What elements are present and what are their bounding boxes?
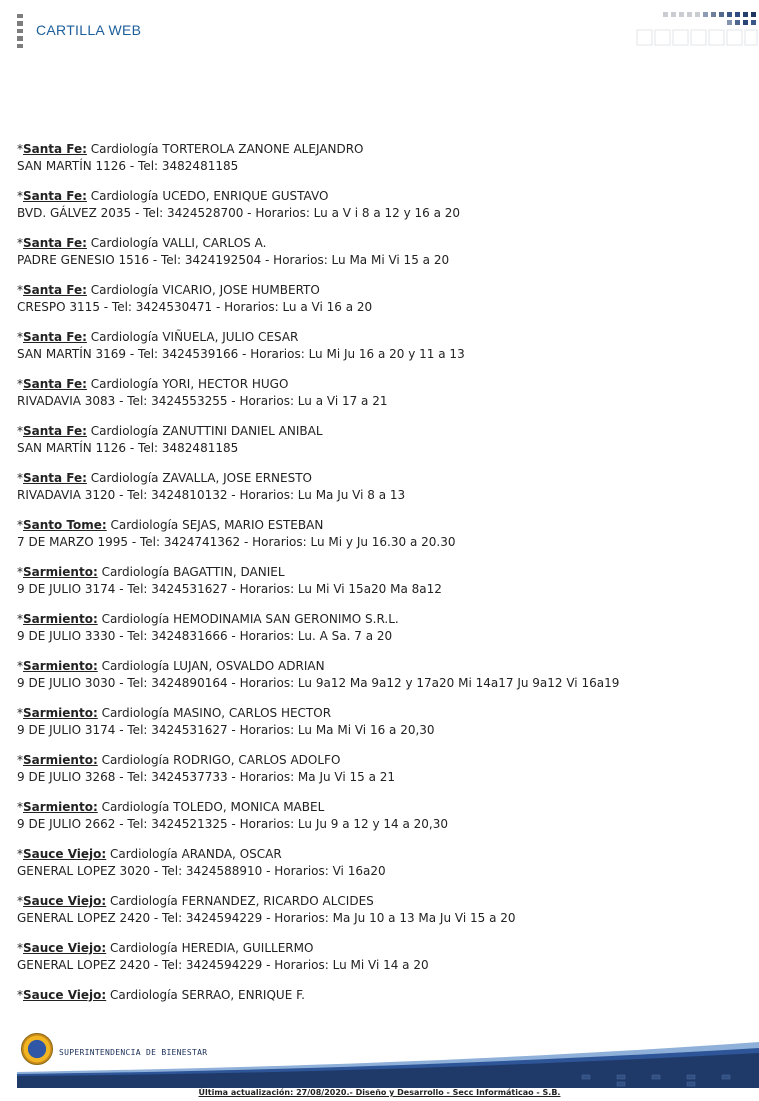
provider-name: Cardiología HEREDIA, GUILLERMO (110, 941, 314, 955)
list-item: *Sarmiento: Cardiología LUJAN, OSVALDO ADRIAN 9 DE JULIO 3030 - Tel: 3424890164 - Horarios: Lu 9a12 Ma 9a12 y 17a20 Mi 14a17 Ju 9a12 Vi 16a19 (17, 659, 620, 690)
provider-name: Cardiología TOLEDO, MONICA MABEL (101, 800, 325, 814)
list-item: *Sarmiento: Cardiología MASINO, CARLOS HECTOR 9 DE JULIO 3174 - Tel: 3424531627 - Horarios: Lu Ma Mi Vi 16 a 20,30 (17, 706, 435, 737)
location-label: Sarmiento: (23, 565, 98, 579)
location-label: Sarmiento: (23, 753, 98, 767)
list-item: *Santo Tome: Cardiología SEJAS, MARIO ESTEBAN 7 DE MARZO 1995 - Tel: 3424741362 - Horarios: Lu Mi y Ju 16.30 a 20.30 (17, 518, 456, 549)
provider-name: Cardiología ARANDA, OSCAR (110, 847, 282, 861)
location-label: Santa Fe: (23, 377, 87, 391)
provider-name: Cardiología UCEDO, ENRIQUE GUSTAVO (90, 189, 329, 203)
provider-name: Cardiología VALLI, CARLOS A. (90, 236, 267, 250)
page-title: CARTILLA WEB (36, 22, 142, 38)
provider-name: Cardiología HEMODINAMIA SAN GERONIMO S.R.L. (101, 612, 399, 626)
header-left-bar (17, 14, 23, 48)
location-label: Sauce Viejo: (23, 988, 107, 1002)
list-item: *Santa Fe: Cardiología UCEDO, ENRIQUE GUSTAVO BVD. GÁLVEZ 2035 - Tel: 3424528700 - Horarios: Lu a V i 8 a 12 y 16 a 20 (17, 189, 461, 220)
list-item: *Sarmiento: Cardiología RODRIGO, CARLOS ADOLFO 9 DE JULIO 3268 - Tel: 3424537733 - Horarios: Ma Ju Vi 15 a 21 (17, 753, 396, 784)
footer-wave-graphic (17, 1028, 759, 1088)
location-label: Santa Fe: (23, 142, 87, 156)
provider-name: Cardiología RODRIGO, CARLOS ADOLFO (101, 753, 341, 767)
provider-name: Cardiología TORTEROLA ZANONE ALEJANDRO (90, 142, 364, 156)
list-item: *Sauce Viejo: Cardiología FERNANDEZ, RICARDO ALCIDES GENERAL LOPEZ 2420 - Tel: 3424594229 - Horarios: Ma Ju 10 a 13 Ma Ju Vi 15 a 20 (17, 894, 516, 925)
provider-name: Cardiología VICARIO, JOSE HUMBERTO (90, 283, 320, 297)
footer-banner (17, 1028, 759, 1088)
provider-details: RIVADAVIA 3083 - Tel: 3424553255 - Horarios: Lu a Vi 17 a 21 (17, 394, 388, 408)
location-label: Sauce Viejo: (23, 894, 107, 908)
provider-details: 9 DE JULIO 3268 - Tel: 3424537733 - Horarios: Ma Ju Vi 15 a 21 (17, 770, 396, 784)
list-item: *Santa Fe: Cardiología YORI, HECTOR HUGO RIVADAVIA 3083 - Tel: 3424553255 - Horarios: Lu a Vi 17 a 21 (17, 377, 388, 408)
provider-details: 7 DE MARZO 1995 - Tel: 3424741362 - Horarios: Lu Mi y Ju 16.30 a 20.30 (17, 535, 456, 549)
provider-name: Cardiología YORI, HECTOR HUGO (90, 377, 289, 391)
provider-details: CRESPO 3115 - Tel: 3424530471 - Horarios: Lu a Vi 16 a 20 (17, 300, 373, 314)
provider-details: GENERAL LOPEZ 3020 - Tel: 3424588910 - Horarios: Vi 16a20 (17, 864, 386, 878)
location-label: Santo Tome: (23, 518, 107, 532)
list-item: *Sauce Viejo: Cardiología HEREDIA, GUILLERMO GENERAL LOPEZ 2420 - Tel: 3424594229 - Horarios: Lu Mi Vi 14 a 20 (17, 941, 429, 972)
provider-details: 9 DE JULIO 2662 - Tel: 3424521325 - Horarios: Lu Ju 9 a 12 y 14 a 20,30 (17, 817, 449, 831)
location-label: Santa Fe: (23, 330, 87, 344)
list-item: *Sarmiento: Cardiología HEMODINAMIA SAN GERONIMO S.R.L. 9 DE JULIO 3330 - Tel: 3424831666 - Horarios: Lu. A Sa. 7 a 20 (17, 612, 399, 643)
provider-name: Cardiología MASINO, CARLOS HECTOR (101, 706, 332, 720)
provider-details: SAN MARTÍN 1126 - Tel: 3482481185 (17, 159, 239, 173)
list-item: *Santa Fe: Cardiología ZANUTTINI DANIEL ANIBAL SAN MARTÍN 1126 - Tel: 3482481185 (17, 424, 323, 455)
provider-name: Cardiología SERRAO, ENRIQUE F. (110, 988, 305, 1002)
provider-details: GENERAL LOPEZ 2420 - Tel: 3424594229 - Horarios: Lu Mi Vi 14 a 20 (17, 958, 429, 972)
provider-name: Cardiología VIÑUELA, JULIO CESAR (90, 330, 299, 344)
provider-name: Cardiología SEJAS, MARIO ESTEBAN (110, 518, 324, 532)
provider-details: BVD. GÁLVEZ 2035 - Tel: 3424528700 - Horarios: Lu a V i 8 a 12 y 16 a 20 (17, 206, 461, 220)
list-item: *Santa Fe: Cardiología TORTEROLA ZANONE ALEJANDRO SAN MARTÍN 1126 - Tel: 3482481185 (17, 142, 364, 173)
organization-name: SUPERINTENDENCIA DE BIENESTAR (59, 1048, 208, 1057)
provider-details: 9 DE JULIO 3330 - Tel: 3424831666 - Horarios: Lu. A Sa. 7 a 20 (17, 629, 393, 643)
location-label: Sarmiento: (23, 800, 98, 814)
provider-details: SAN MARTÍN 3169 - Tel: 3424539166 - Horarios: Lu Mi Ju 16 a 20 y 11 a 13 (17, 347, 465, 361)
provider-details: 9 DE JULIO 3174 - Tel: 3424531627 - Horarios: Lu Mi Vi 15a20 Ma 8a12 (17, 582, 442, 596)
provider-details: GENERAL LOPEZ 2420 - Tel: 3424594229 - Horarios: Ma Ju 10 a 13 Ma Ju Vi 15 a 20 (17, 911, 516, 925)
location-label: Santa Fe: (23, 189, 87, 203)
provider-name: Cardiología LUJAN, OSVALDO ADRIAN (101, 659, 325, 673)
provider-details: 9 DE JULIO 3030 - Tel: 3424890164 - Horarios: Lu 9a12 Ma 9a12 y 17a20 Mi 14a17 Ju 9a12 Vi 16a19 (17, 676, 620, 690)
provider-name: Cardiología FERNANDEZ, RICARDO ALCIDES (110, 894, 374, 908)
list-item: *Santa Fe: Cardiología VICARIO, JOSE HUMBERTO CRESPO 3115 - Tel: 3424530471 - Horarios: Lu a Vi 16 a 20 (17, 283, 373, 314)
last-update-text: Última actualización: 27/08/2020.- Diseño y Desarrollo - Secc Informáticao - S.B. (198, 1088, 561, 1097)
location-label: Santa Fe: (23, 471, 87, 485)
pixel-pattern-icon (634, 10, 759, 50)
location-label: Sarmiento: (23, 612, 98, 626)
provider-name: Cardiología BAGATTIN, DANIEL (101, 565, 285, 579)
list-item: *Sauce Viejo: Cardiología SERRAO, ENRIQUE F. (17, 988, 305, 1002)
list-item: *Santa Fe: Cardiología ZAVALLA, JOSE ERNESTO RIVADAVIA 3120 - Tel: 3424810132 - Horarios: Lu Ma Ju Vi 8 a 13 (17, 471, 406, 502)
provider-name: Cardiología ZANUTTINI DANIEL ANIBAL (90, 424, 323, 438)
provider-name: Cardiología ZAVALLA, JOSE ERNESTO (90, 471, 312, 485)
location-label: Santa Fe: (23, 236, 87, 250)
location-label: Sauce Viejo: (23, 847, 107, 861)
list-item: *Sarmiento: Cardiología TOLEDO, MONICA MABEL 9 DE JULIO 2662 - Tel: 3424521325 - Horarios: Lu Ju 9 a 12 y 14 a 20,30 (17, 800, 449, 831)
list-item: *Santa Fe: Cardiología VALLI, CARLOS A. PADRE GENESIO 1516 - Tel: 3424192504 - Horarios: Lu Ma Mi Vi 15 a 20 (17, 236, 450, 267)
provider-details: 9 DE JULIO 3174 - Tel: 3424531627 - Horarios: Lu Ma Mi Vi 16 a 20,30 (17, 723, 435, 737)
provider-list (17, 141, 747, 1017)
provider-details: SAN MARTÍN 1126 - Tel: 3482481185 (17, 441, 239, 455)
list-item: *Sarmiento: Cardiología BAGATTIN, DANIEL 9 DE JULIO 3174 - Tel: 3424531627 - Horarios: Lu Mi Vi 15a20 Ma 8a12 (17, 565, 442, 596)
location-label: Sauce Viejo: (23, 941, 107, 955)
location-label: Sarmiento: (23, 659, 98, 673)
location-label: Santa Fe: (23, 283, 87, 297)
location-label: Sarmiento: (23, 706, 98, 720)
list-item: *Sauce Viejo: Cardiología ARANDA, OSCAR GENERAL LOPEZ 3020 - Tel: 3424588910 - Horarios: Vi 16a20 (17, 847, 386, 878)
institution-seal-icon (21, 1033, 53, 1065)
provider-details: RIVADAVIA 3120 - Tel: 3424810132 - Horarios: Lu Ma Ju Vi 8 a 13 (17, 488, 406, 502)
provider-details: PADRE GENESIO 1516 - Tel: 3424192504 - Horarios: Lu Ma Mi Vi 15 a 20 (17, 253, 450, 267)
list-item: *Santa Fe: Cardiología VIÑUELA, JULIO CESAR SAN MARTÍN 3169 - Tel: 3424539166 - Horarios: Lu Mi Ju 16 a 20 y 11 a 13 (17, 330, 465, 361)
location-label: Santa Fe: (23, 424, 87, 438)
